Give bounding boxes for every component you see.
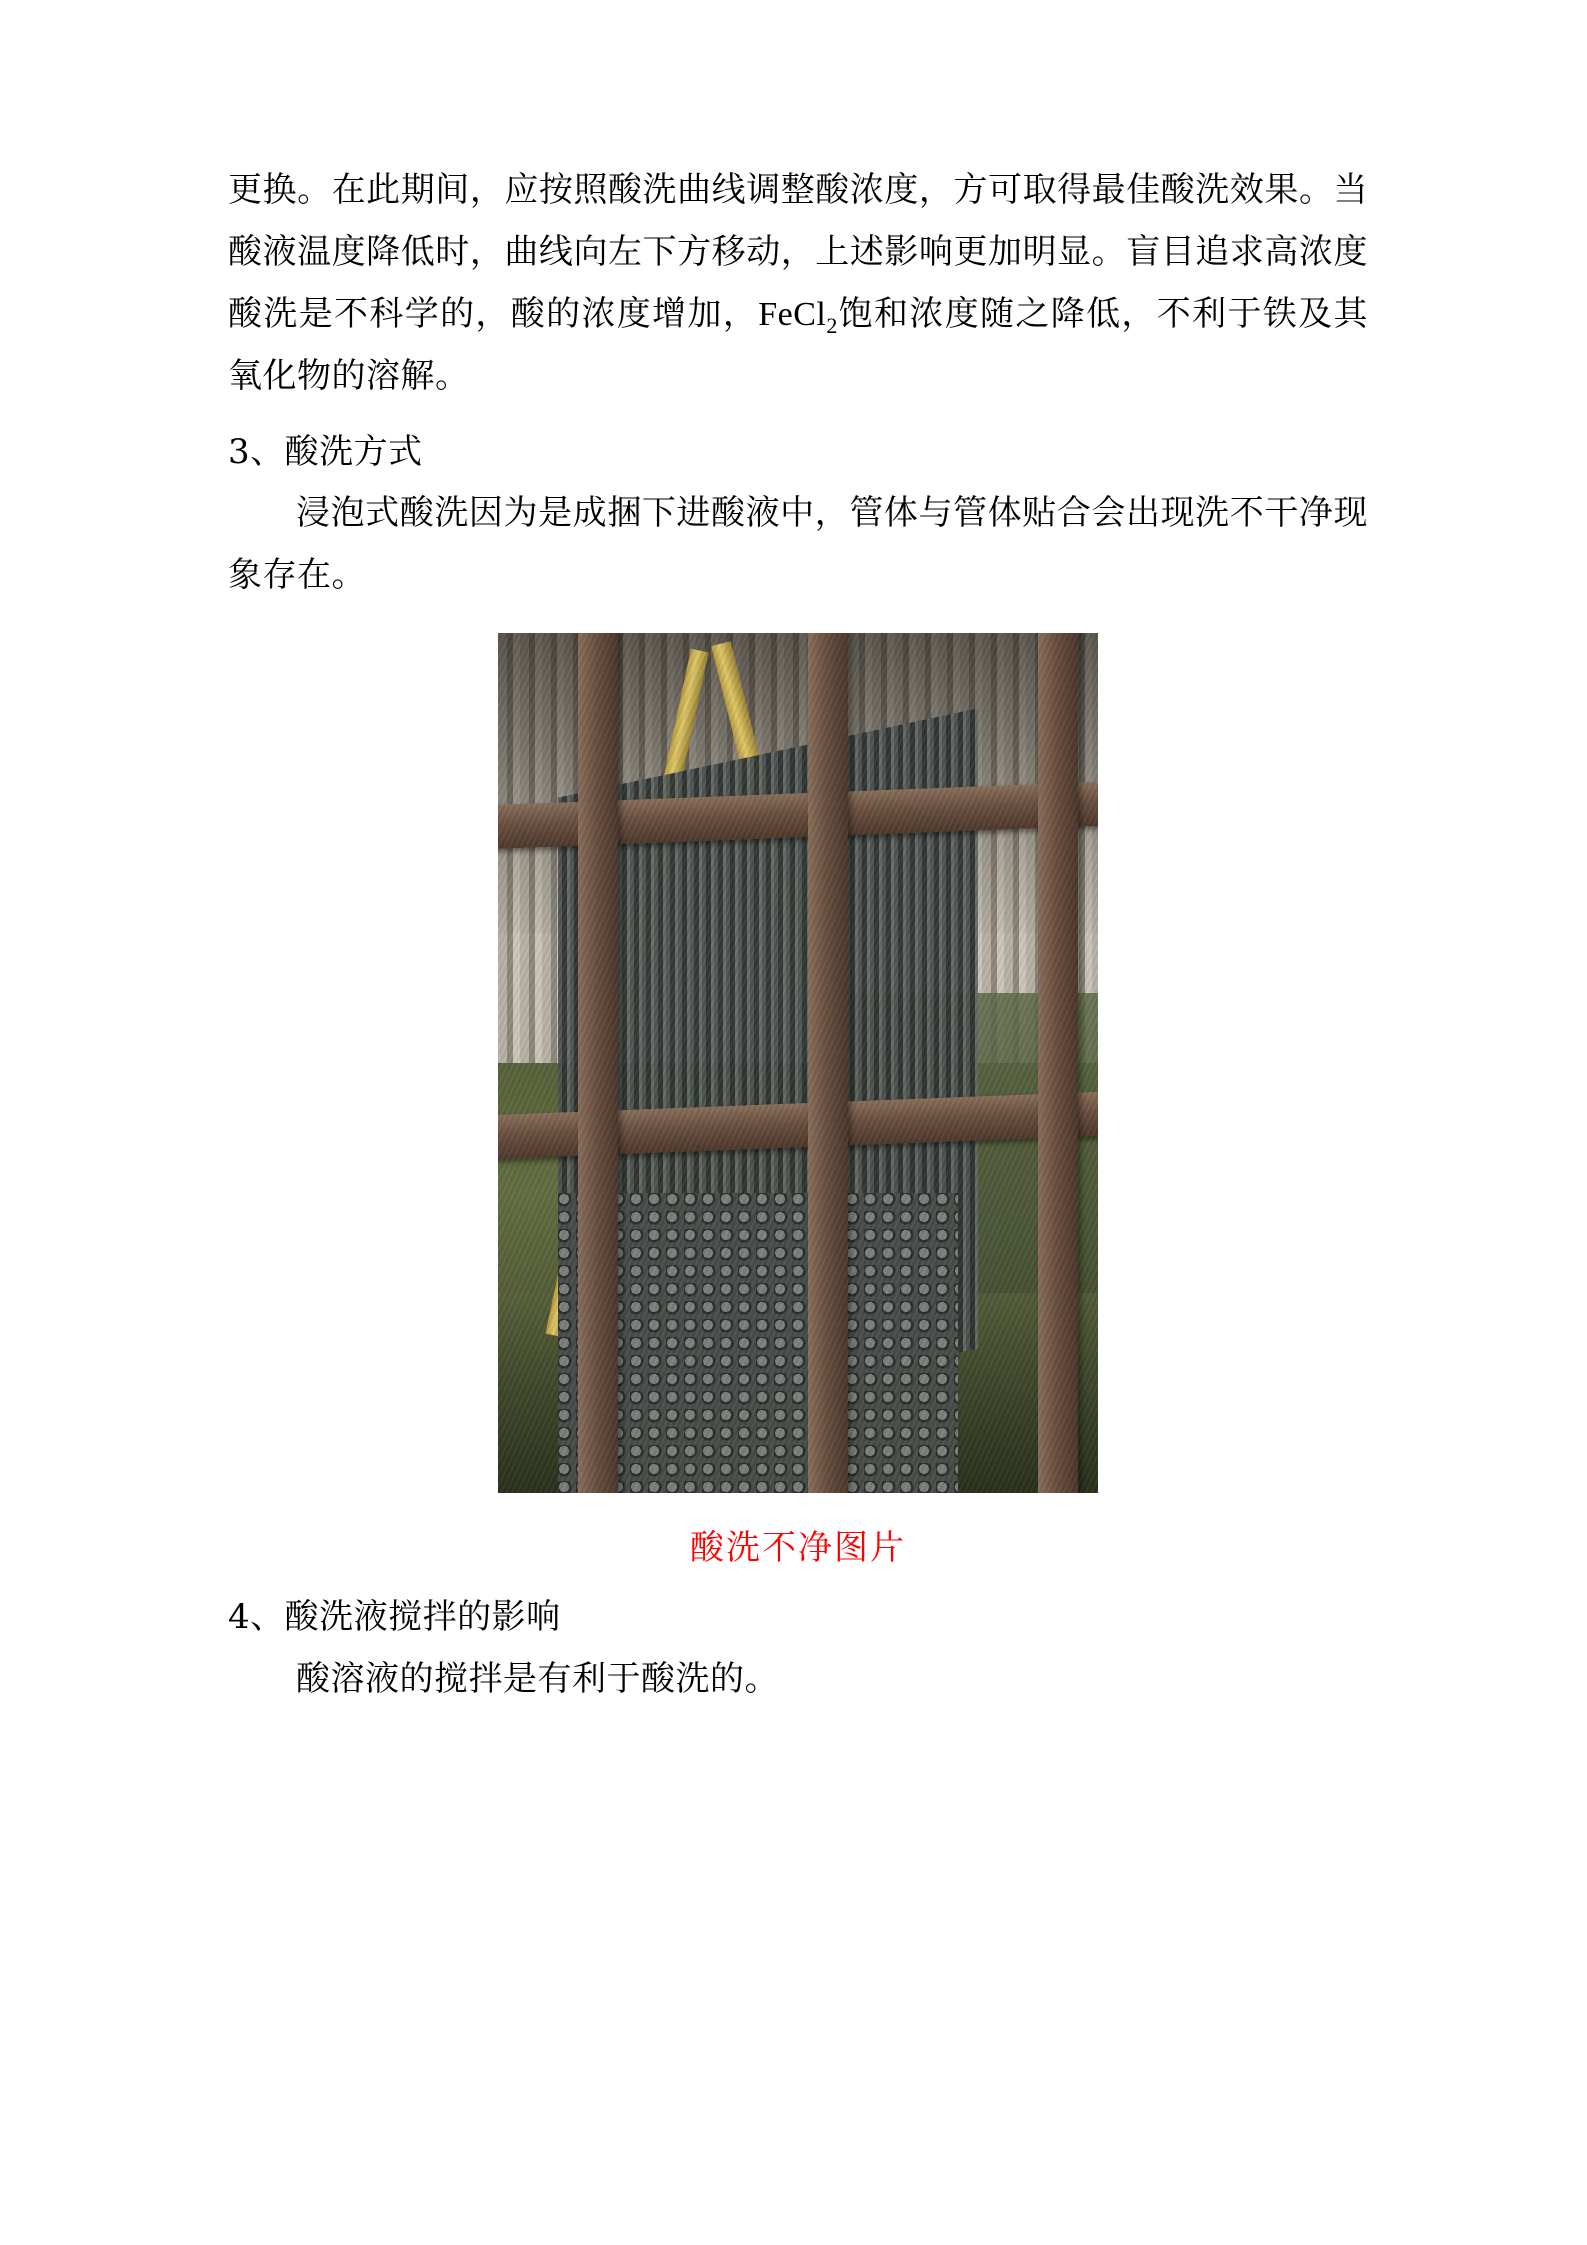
- chemical-formula-fecl2: [758, 295, 838, 338]
- paragraph-immersion-pickling: 浸泡式酸洗因为是成捆下进酸液中，管体与管体贴合会出现洗不干净现象存在。: [228, 493, 1368, 596]
- photo-pipe-ends: [558, 1193, 958, 1493]
- paragraph-acid-concentration: [228, 160, 1368, 408]
- heading-item-3: 3、酸洗方式: [228, 431, 423, 472]
- figure-block: [228, 633, 1368, 1569]
- figure-caption: 酸洗不净图片: [690, 1528, 906, 1569]
- spacer-after-figure: [228, 1569, 1368, 1587]
- spacer: [228, 408, 1368, 422]
- photo-rusty-post-center: [808, 633, 848, 1493]
- paragraph-text-part-2: 饱和浓度随之降低，不利于铁及其氧化物的溶解。: [228, 293, 1368, 396]
- photo-rusty-post-right: [1038, 633, 1078, 1493]
- document-body: [228, 160, 1368, 1711]
- heading-item-4: 4、酸洗液搅拌的影响: [228, 1597, 561, 1638]
- formula-main: FeCl: [758, 295, 827, 333]
- paragraph-agitation: 酸溶液的搅拌是有利于酸洗的。: [296, 1659, 779, 1699]
- pickling-photo: [498, 633, 1098, 1493]
- formula-subscript: 2: [826, 312, 838, 338]
- paragraph-text-part-1: 更换。在此期间，应按照酸洗曲线调整酸浓度，方可取得最佳酸洗效果。当酸液温度降低时，曲线向左下方移动，上述影响更加明显。盲目追求高浓度酸洗是不科学的，酸的浓度增加，: [228, 170, 1368, 334]
- photo-rusty-post-left: [578, 633, 618, 1493]
